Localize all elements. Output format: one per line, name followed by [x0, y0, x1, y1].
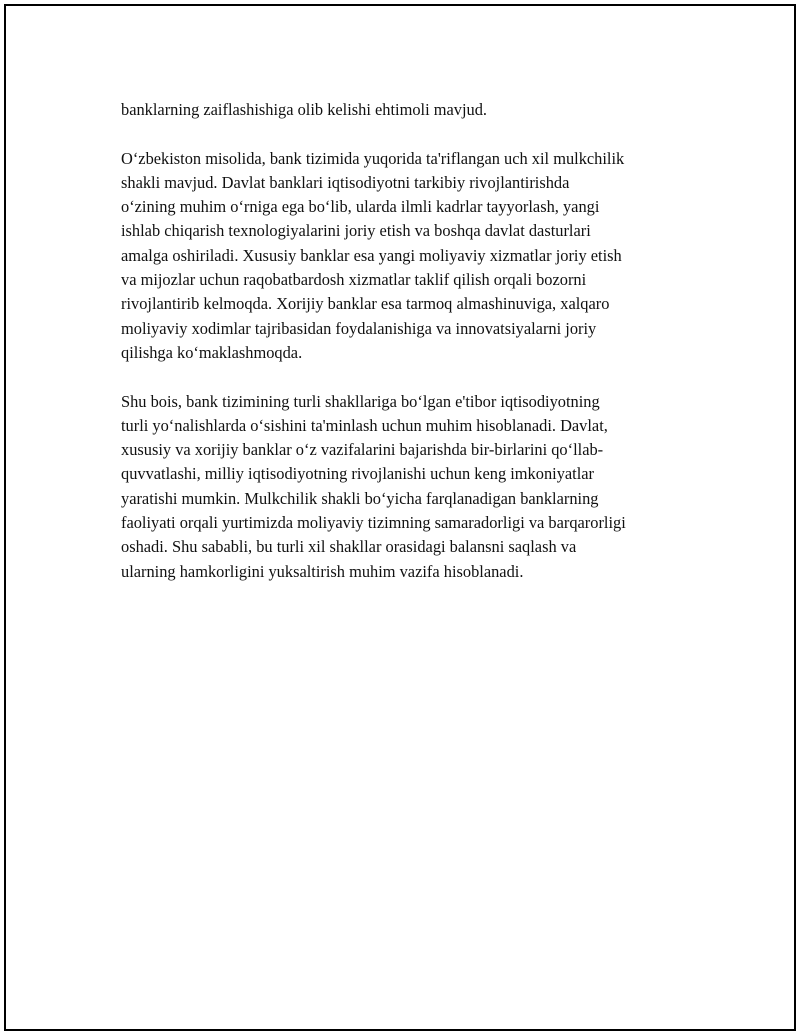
text-line: turli yo‘nalishlarda o‘sishini ta'minlash uchun muhim hisoblanadi. Davlat, [121, 415, 608, 435]
text-line: o‘zining muhim o‘rniga ega bo‘lib, ularda ilmli kadrlar tayyorlash, yangi [121, 197, 600, 217]
text-line: banklarning zaiflashishiga olib kelishi ehtimoli mavjud. [121, 100, 487, 119]
text-line: qilishga ko‘maklashmoqda. [121, 342, 303, 362]
text-line: amalga oshiriladi. Xususiy banklar esa yangi moliyaviy xizmatlar joriy etish [121, 245, 622, 265]
text-line: yaratishi mumkin. Mulkchilik shakli bo‘yicha farqlanadigan banklarning [121, 488, 599, 508]
text-line: xususiy va xorijiy banklar o‘z vazifalarini bajarishda bir-birlarini qo‘llab- [121, 440, 604, 460]
text-line: shakli mavjud. Davlat banklari iqtisodiyotni tarkibiy rivojlantirishda [121, 172, 570, 192]
text-line: va mijozlar uchun raqobatbardosh xizmatlar taklif qilish orqali bozorni [121, 270, 587, 290]
text-line: ishlab chiqarish texnologiyalarini joriy etish va boshqa davlat dasturlari [121, 221, 591, 241]
text-line: moliyaviy xodimlar tajribasidan foydalanishiga va innovatsiyalarni joriy [121, 318, 597, 338]
paragraph-2 [121, 147, 711, 366]
page-frame [4, 4, 796, 1031]
text-line: quvvatlashi, milliy iqtisodiyotning rivojlanishi uchun keng imkoniyatlar [121, 464, 595, 484]
paragraph-1 [121, 98, 711, 122]
text-line: Shu bois, bank tizimining turli shakllariga bo‘lgan e'tibor iqtisodiyotning [121, 391, 600, 411]
text-line: rivojlantirib kelmoqda. Xorijiy banklar esa tarmoq almashinuviga, xalqaro [121, 294, 610, 314]
paragraph-3 [121, 390, 711, 584]
text-line: O‘zbekiston misolida, bank tizimida yuqorida ta'riflangan uch xil mulkchilik [121, 148, 625, 168]
text-line: faoliyati orqali yurtimizda moliyaviy tizimning samaradorligi va barqarorligi [121, 513, 626, 533]
text-line: ularning hamkorligini yuksaltirish muhim vazifa hisoblanadi. [121, 561, 524, 581]
document-body [121, 98, 711, 608]
text-line: oshadi. Shu sababli, bu turli xil shakllar orasidagi balansni saqlash va [121, 537, 577, 557]
